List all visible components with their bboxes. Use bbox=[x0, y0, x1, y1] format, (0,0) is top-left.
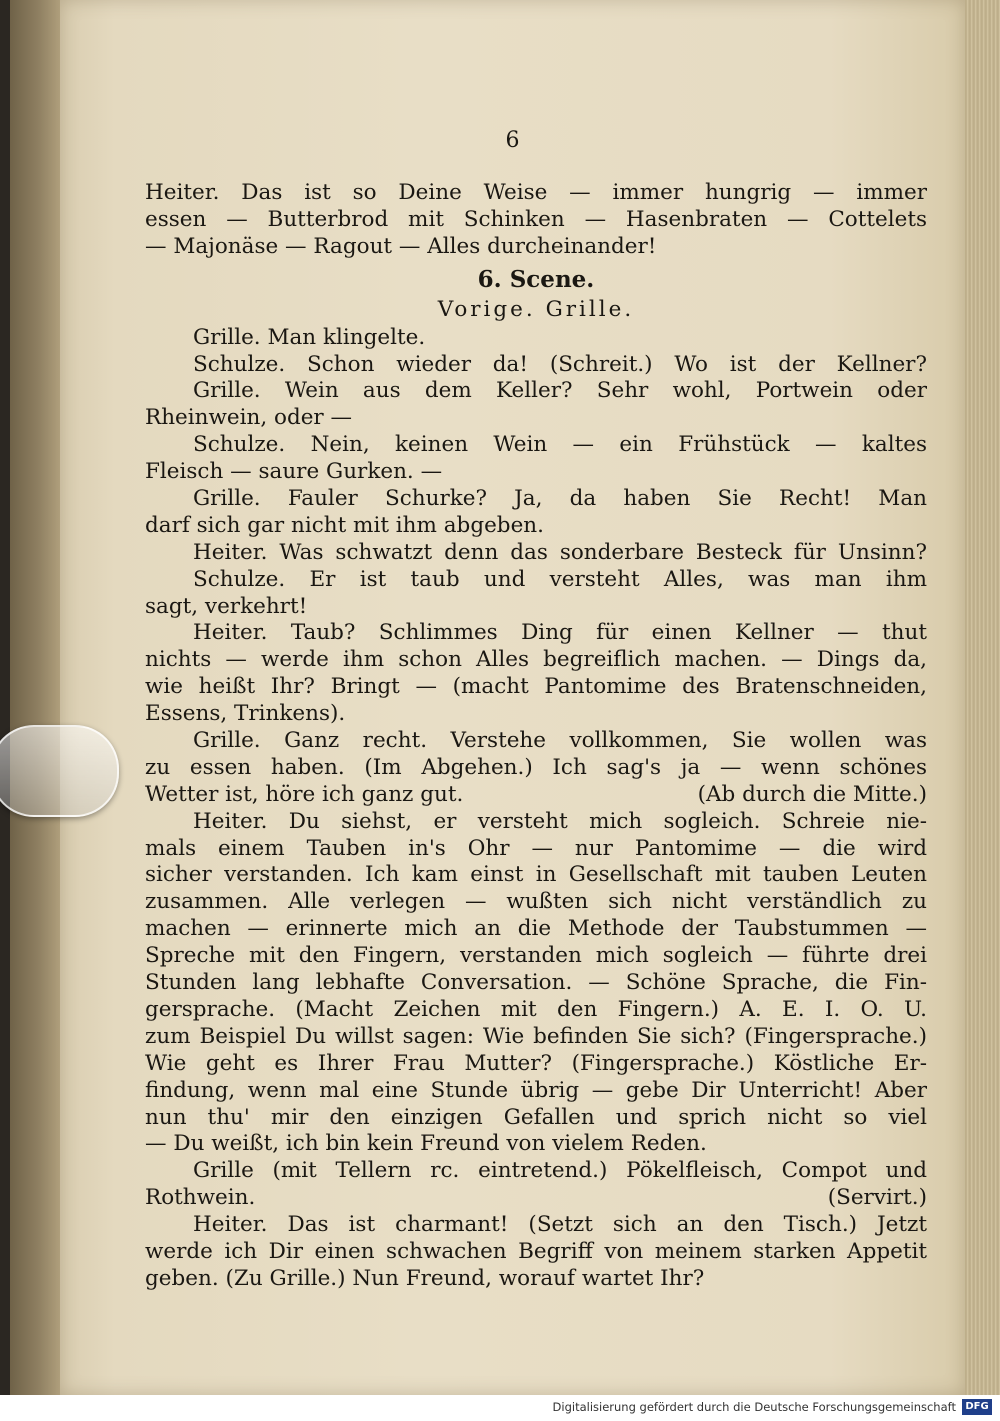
text-line: nichts — werde ihm schon Alles begreiflich machen. — Dings da, bbox=[145, 647, 927, 673]
text-line: Rheinwein, oder — bbox=[145, 405, 353, 431]
text-line: Grille. Man klingelte. bbox=[193, 324, 426, 350]
scene-heading: 6. Scene. bbox=[477, 265, 595, 293]
text-line: zum Beispiel Du willst sagen: Wie befinden Sie sich? (Fingersprache.) bbox=[145, 1023, 927, 1049]
text-line: wie heißt Ihr? Bringt — (macht Pantomime des Bratenschneiden, bbox=[145, 674, 927, 700]
scene-characters: Vorige. Grille. bbox=[437, 296, 635, 322]
text-line: Heiter. Was schwatzt denn das sonderbare Besteck für Unsinn? bbox=[193, 539, 927, 565]
text-line: Heiter. Das ist so Deine Weise — immer hungrig — immer bbox=[145, 180, 927, 205]
stage-direction: (Servirt.) bbox=[827, 1185, 927, 1211]
text-line: findung, wenn mal eine Stunde übrig — gebe Dir Unterricht! Aber bbox=[145, 1077, 927, 1103]
text-segment: Wetter ist, höre ich ganz gut. bbox=[145, 781, 464, 807]
text-line: Essens, Trinkens). bbox=[145, 701, 346, 727]
text-line: — Majonäse — Ragout — Alles durcheinander! bbox=[145, 233, 657, 259]
text-line: — Du weißt, ich bin kein Freund von vielem Reden. bbox=[145, 1131, 707, 1157]
text-line: zu essen haben. (Im Abgehen.) Ich sag's ja — wenn schönes bbox=[145, 754, 927, 780]
text-line: Grille. Wein aus dem Keller? Sehr wohl, Portwein oder bbox=[193, 378, 927, 404]
text-line: Stunden lang lebhafte Conversation. — Schöne Sprache, die Fin- bbox=[145, 970, 927, 996]
funding-notice: Digitalisierung gefördert durch die Deutsche Forschungsgemeinschaft bbox=[552, 1400, 956, 1414]
text-line: darf sich gar nicht mit ihm abgeben. bbox=[145, 512, 544, 538]
text-line: Heiter. Taub? Schlimmes Ding für einen Kellner — thut bbox=[193, 620, 927, 646]
text-line: Schulze. Schon wieder da! (Schreit.) Wo ist der Kellner? bbox=[193, 351, 927, 377]
text-line: Spreche mit den Fingern, verstanden mich sogleich — führte drei bbox=[145, 943, 927, 969]
text-line: geben. (Zu Grille.) Nun Freund, worauf wartet Ihr? bbox=[145, 1265, 705, 1291]
stage-direction: (Ab durch die Mitte.) bbox=[697, 781, 927, 807]
text-line: essen — Butterbrod mit Schinken — Hasenbraten — Cottelets bbox=[145, 206, 927, 232]
text-line: Grille. Fauler Schurke? Ja, da haben Sie Recht! Man bbox=[193, 486, 927, 512]
page-number: 6 bbox=[505, 128, 520, 153]
plastic-page-clip bbox=[0, 725, 119, 817]
text-line: Heiter. Das ist charmant! (Setzt sich an den Tisch.) Jetzt bbox=[193, 1212, 927, 1238]
text-line: zusammen. Alle verlegen — wußten sich nicht verständlich zu bbox=[145, 889, 927, 915]
text-line: sagt, verkehrt! bbox=[145, 593, 308, 619]
page-text bbox=[145, 180, 927, 1293]
text-line: Grille. Ganz recht. Verstehe vollkommen, Sie wollen was bbox=[193, 728, 927, 754]
book-page bbox=[60, 0, 965, 1395]
text-line: Heiter. Du siehst, er versteht mich sogleich. Schreie nie- bbox=[193, 808, 927, 834]
text-line: Grille (mit Tellern rc. eintretend.) Pökelfleisch, Compot und bbox=[193, 1158, 927, 1184]
text-segment: Rothwein. bbox=[145, 1185, 256, 1211]
text-line: werde ich Dir einen schwachen Begriff von meinem starken Appetit bbox=[145, 1238, 927, 1264]
page-stack-edge bbox=[960, 0, 1000, 1395]
text-line: machen — erinnerte mich an die Methode der Taubstummen — bbox=[145, 916, 927, 942]
text-line: sicher verstanden. Ich kam einst in Gesellschaft mit tauben Leuten bbox=[145, 862, 927, 888]
text-line: Wie geht es Ihrer Frau Mutter? (Fingersprache.) Köstliche Er- bbox=[145, 1050, 927, 1076]
text-line-split bbox=[145, 1185, 927, 1212]
text-line-split bbox=[145, 782, 927, 809]
text-line: gersprache. (Macht Zeichen mit den Fingern.) A. E. I. O. U. bbox=[145, 996, 927, 1022]
text-line: Fleisch — saure Gurken. — bbox=[145, 459, 443, 485]
text-line: nun thu' mir den einzigen Gefallen und sprich nicht so viel bbox=[145, 1104, 927, 1130]
text-line: Schulze. Nein, keinen Wein — ein Frühstück — kaltes bbox=[193, 432, 927, 458]
text-line: Schulze. Er ist taub und versteht Alles, was man ihm bbox=[193, 566, 927, 592]
dfg-logo: DFG bbox=[962, 1399, 992, 1415]
footer-bar bbox=[0, 1395, 1000, 1421]
text-line: mals einem Tauben in's Ohr — nur Pantomime — die wird bbox=[145, 835, 927, 861]
